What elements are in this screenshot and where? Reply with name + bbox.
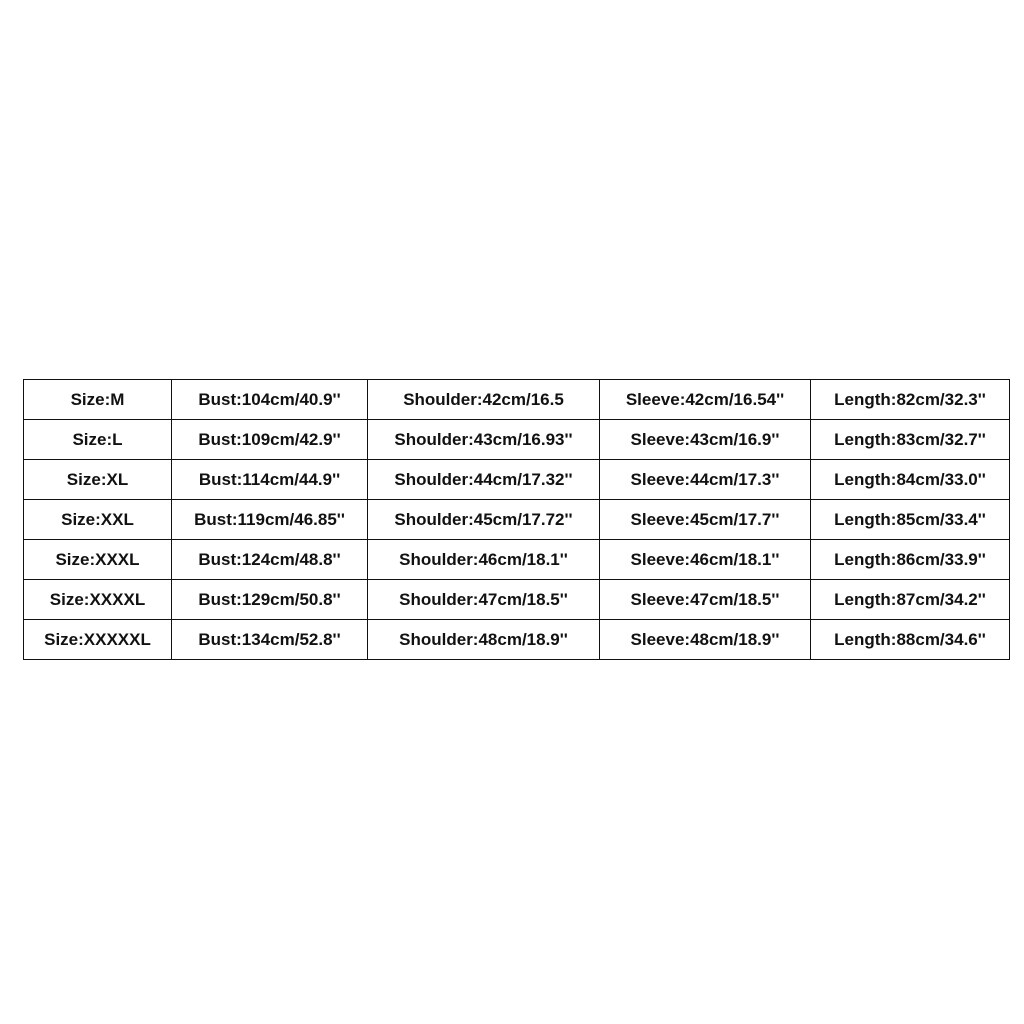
sleeve-cell: Sleeve:43cm/16.9'' bbox=[600, 420, 811, 460]
table-row bbox=[24, 500, 1010, 540]
shoulder-cell: Shoulder:46cm/18.1'' bbox=[368, 540, 600, 580]
table-row bbox=[24, 580, 1010, 620]
sleeve-cell: Sleeve:47cm/18.5'' bbox=[600, 580, 811, 620]
size-chart-table bbox=[23, 379, 1010, 660]
size-cell: Size:XXXXL bbox=[24, 580, 172, 620]
sleeve-cell: Sleeve:48cm/18.9'' bbox=[600, 620, 811, 660]
shoulder-cell: Shoulder:48cm/18.9'' bbox=[368, 620, 600, 660]
length-cell: Length:88cm/34.6'' bbox=[811, 620, 1010, 660]
sleeve-cell: Sleeve:45cm/17.7'' bbox=[600, 500, 811, 540]
bust-cell: Bust:104cm/40.9'' bbox=[172, 380, 368, 420]
length-cell: Length:84cm/33.0'' bbox=[811, 460, 1010, 500]
bust-cell: Bust:119cm/46.85'' bbox=[172, 500, 368, 540]
bust-cell: Bust:114cm/44.9'' bbox=[172, 460, 368, 500]
length-cell: Length:82cm/32.3'' bbox=[811, 380, 1010, 420]
shoulder-cell: Shoulder:42cm/16.5 bbox=[368, 380, 600, 420]
length-cell: Length:87cm/34.2'' bbox=[811, 580, 1010, 620]
sleeve-cell: Sleeve:42cm/16.54'' bbox=[600, 380, 811, 420]
size-cell: Size:M bbox=[24, 380, 172, 420]
table-row bbox=[24, 540, 1010, 580]
shoulder-cell: Shoulder:43cm/16.93'' bbox=[368, 420, 600, 460]
shoulder-cell: Shoulder:44cm/17.32'' bbox=[368, 460, 600, 500]
bust-cell: Bust:109cm/42.9'' bbox=[172, 420, 368, 460]
table-row bbox=[24, 420, 1010, 460]
bust-cell: Bust:129cm/50.8'' bbox=[172, 580, 368, 620]
sleeve-cell: Sleeve:46cm/18.1'' bbox=[600, 540, 811, 580]
table-row bbox=[24, 380, 1010, 420]
length-cell: Length:86cm/33.9'' bbox=[811, 540, 1010, 580]
length-cell: Length:85cm/33.4'' bbox=[811, 500, 1010, 540]
size-cell: Size:XXXL bbox=[24, 540, 172, 580]
size-cell: Size:XL bbox=[24, 460, 172, 500]
table-row bbox=[24, 460, 1010, 500]
shoulder-cell: Shoulder:45cm/17.72'' bbox=[368, 500, 600, 540]
length-cell: Length:83cm/32.7'' bbox=[811, 420, 1010, 460]
sleeve-cell: Sleeve:44cm/17.3'' bbox=[600, 460, 811, 500]
shoulder-cell: Shoulder:47cm/18.5'' bbox=[368, 580, 600, 620]
table-row bbox=[24, 620, 1010, 660]
size-cell: Size:XXXXXL bbox=[24, 620, 172, 660]
size-cell: Size:XXL bbox=[24, 500, 172, 540]
bust-cell: Bust:124cm/48.8'' bbox=[172, 540, 368, 580]
size-cell: Size:L bbox=[24, 420, 172, 460]
bust-cell: Bust:134cm/52.8'' bbox=[172, 620, 368, 660]
